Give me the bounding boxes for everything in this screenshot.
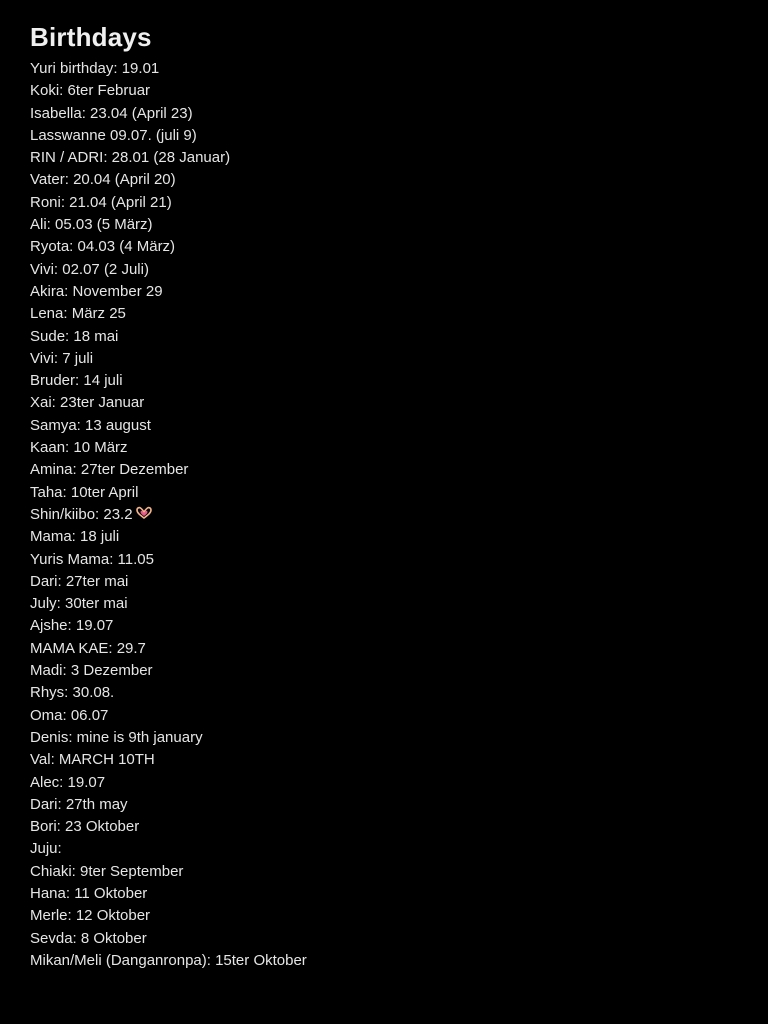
note-line[interactable]: [30, 772, 748, 794]
note-line[interactable]: [30, 549, 748, 571]
note-line-text: Vater: 20.04 (April 20): [30, 171, 176, 189]
note-line-text: Bori: 23 Oktober: [30, 818, 140, 836]
note-line[interactable]: [30, 169, 748, 191]
note-line[interactable]: [30, 348, 748, 370]
note-line[interactable]: [30, 392, 748, 414]
note-line-text: Samya: 13 august: [30, 416, 151, 434]
note-line[interactable]: [30, 950, 748, 972]
note-line[interactable]: [30, 125, 748, 147]
note-line-text: Mama: 18 juli: [30, 528, 120, 546]
note-line-text: Vivi: 02.07 (2 Juli): [30, 260, 149, 278]
birthday-list[interactable]: [30, 58, 748, 972]
note-line[interactable]: [30, 660, 748, 682]
note-line-text: Sude: 18 mai: [30, 327, 119, 345]
note-line[interactable]: [30, 838, 748, 860]
note-line-text: Val: MARCH 10TH: [30, 751, 155, 769]
note-line[interactable]: [30, 504, 748, 526]
note-line-text: Dari: 27th may: [30, 795, 128, 813]
note-line[interactable]: [30, 147, 748, 169]
note-line-text: Madi: 3 Dezember: [30, 662, 153, 680]
note-line-text: Koki: 6ter Februar: [30, 82, 151, 100]
note-line-text: Rhys: 30.08.: [30, 684, 115, 702]
note-line-text: Merle: 12 Oktober: [30, 907, 151, 925]
note-line-text: Yuri birthday: 19.01: [30, 60, 160, 77]
note-line[interactable]: [30, 928, 748, 950]
note-line[interactable]: [30, 905, 748, 927]
note-line[interactable]: [30, 638, 748, 660]
note-line[interactable]: [30, 58, 748, 80]
note-line[interactable]: [30, 861, 748, 883]
note-line-text: Oma: 06.07: [30, 706, 109, 724]
note-line[interactable]: [30, 571, 748, 593]
note-line-text: Juju:: [30, 840, 62, 858]
note-line-text: July: 30ter mai: [30, 595, 128, 613]
note-line[interactable]: [30, 727, 748, 749]
note-line-text: Roni: 21.04 (April 21): [30, 193, 172, 211]
note-line[interactable]: [30, 749, 748, 771]
note-line-text: Mikan/Meli (Danganronpa): 15ter Oktober: [30, 951, 307, 969]
note-body[interactable]: [30, 20, 748, 972]
note-line-text: Ajshe: 19.07: [30, 617, 114, 635]
note-line-text: Amina: 27ter Dezember: [30, 461, 189, 479]
note-line[interactable]: [30, 615, 748, 637]
note-line[interactable]: [30, 281, 748, 303]
note-line-text: Ryota: 04.03 (4 März): [30, 238, 176, 256]
note-line[interactable]: [30, 682, 748, 704]
note-line-text: Isabella: 23.04 (April 23): [30, 104, 193, 122]
note-line[interactable]: [30, 303, 748, 325]
note-line-text: Sevda: 8 Oktober: [30, 929, 147, 947]
note-line[interactable]: [30, 103, 748, 125]
note-title[interactable]: Birthdays: [30, 22, 152, 52]
note-line[interactable]: [30, 192, 748, 214]
note-line[interactable]: [30, 437, 748, 459]
note-line[interactable]: [30, 370, 748, 392]
note-line-text: Shin/kiibo: 23.2: [30, 505, 133, 523]
note-line-text: Ali: 05.03 (5 März): [30, 216, 153, 234]
note-line-text: Bruder: 14 juli: [30, 372, 123, 390]
note-line-text: Kaan: 10 März: [30, 439, 128, 457]
note-line-text: Xai: 23ter Januar: [30, 394, 145, 412]
note-line-text: Lena: März 25: [30, 305, 126, 323]
note-line-text: Denis: mine is 9th january: [30, 728, 203, 746]
note-line-text: Alec: 19.07: [30, 773, 106, 791]
note-line-text: MAMA KAE: 29.7: [30, 639, 146, 657]
note-line[interactable]: [30, 259, 748, 281]
note-line[interactable]: [30, 705, 748, 727]
note-line[interactable]: [30, 816, 748, 838]
note-line-text: Lasswanne 09.07. (juli 9): [30, 126, 197, 144]
note-line-text: Vivi: 7 juli: [30, 349, 94, 367]
note-line-text: Hana: 11 Oktober: [30, 884, 148, 902]
note-line-text: Taha: 10ter April: [30, 483, 139, 501]
note-line[interactable]: [30, 883, 748, 905]
note-line[interactable]: [30, 80, 748, 102]
note-line[interactable]: [30, 214, 748, 236]
note-line-text: Akira: November 29: [30, 282, 163, 300]
note-line[interactable]: [30, 326, 748, 348]
note-line[interactable]: [30, 415, 748, 437]
note-line[interactable]: [30, 794, 748, 816]
note-line[interactable]: [30, 459, 748, 481]
note-line[interactable]: [30, 593, 748, 615]
note-line[interactable]: [30, 526, 748, 548]
note-line-text: Yuris Mama: 11.05: [30, 550, 154, 568]
note-line[interactable]: [30, 236, 748, 258]
note-line-text: RIN / ADRI: 28.01 (28 Januar): [30, 149, 231, 167]
note-line[interactable]: [30, 482, 748, 504]
heart-hands-icon: [135, 505, 153, 519]
note-line-text: Chiaki: 9ter September: [30, 862, 184, 880]
note-line-text: Dari: 27ter mai: [30, 572, 129, 590]
